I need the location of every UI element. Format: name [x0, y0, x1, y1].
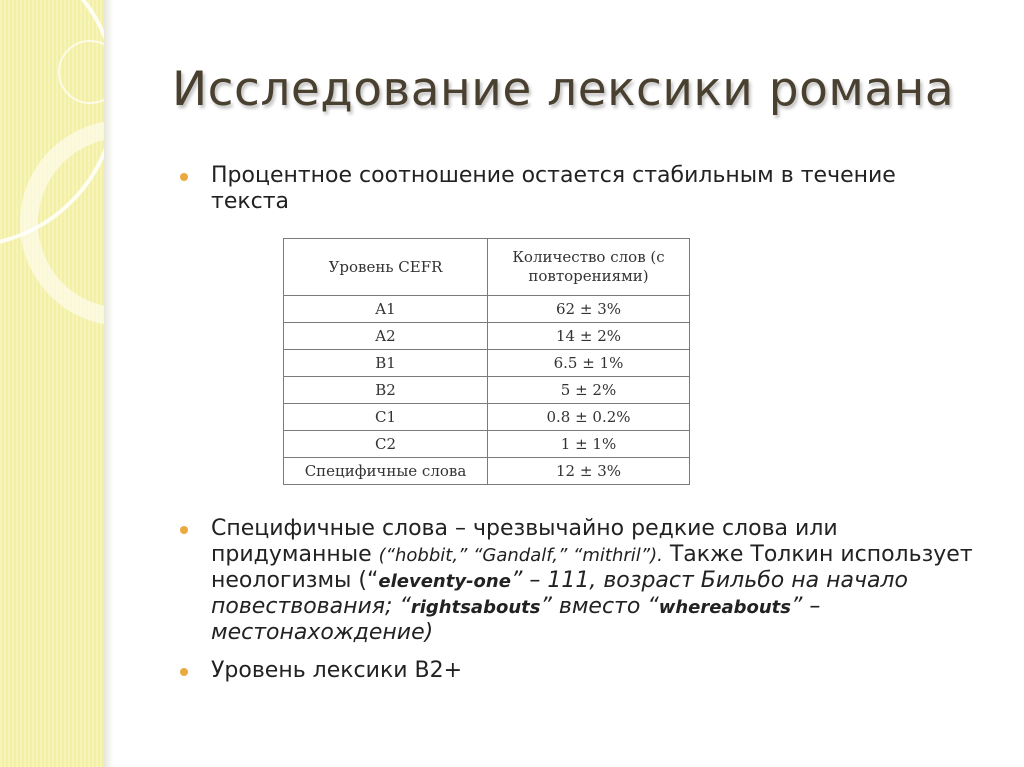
bullet-dot-icon	[180, 526, 188, 534]
cell-count: 6.5 ± 1%	[488, 350, 690, 377]
neologism-intro-text: Также Толкин использует неологизмы (“	[211, 541, 973, 593]
neologism-rightsabouts: rightsabouts	[410, 596, 541, 618]
column-header-count-text: Количество слов (с повторениями)	[512, 248, 665, 285]
cell-count: 62 ± 3%	[488, 296, 690, 323]
cell-level: C1	[284, 404, 488, 431]
table-row	[284, 296, 690, 323]
cell-level: C2	[284, 431, 488, 458]
table-row	[284, 458, 690, 485]
table-row	[284, 350, 690, 377]
bullet-dot-icon	[180, 668, 188, 676]
bullet-dot-icon	[180, 173, 188, 181]
bullet-text	[211, 658, 980, 684]
cell-level: B1	[284, 350, 488, 377]
age-text: ” – 111, возраст Бильбо на начало повествования; “	[211, 567, 908, 619]
cell-count: 1 ± 1%	[488, 431, 690, 458]
bullet-proportion	[180, 163, 980, 215]
examples-text: (“hobbit,” “Gandalf,” “mithril”).	[378, 544, 663, 566]
level-value: B2+	[414, 658, 463, 683]
slide-title: Исследование лексики романа	[172, 62, 955, 117]
decorative-left-strip	[0, 0, 104, 767]
cell-level: A1	[284, 296, 488, 323]
bullet-text: Процентное соотношение остается стабильным в течение текста	[211, 163, 896, 214]
word-whereabouts: whereabouts	[658, 596, 791, 618]
table-header-row	[284, 239, 690, 296]
meaning-text: ” – местонахождение)	[211, 593, 821, 645]
strip-edge-shadow	[104, 0, 114, 767]
bullet-lead-text: Специфичные слова – чрезвычайно редкие слова или придуманные	[211, 516, 838, 567]
bullet-text	[211, 516, 980, 646]
cell-count: 14 ± 2%	[488, 323, 690, 350]
column-header-count	[488, 239, 690, 296]
neologism-eleventy: eleventy-one	[378, 570, 511, 592]
table-row	[284, 431, 690, 458]
cell-count: 0.8 ± 0.2%	[488, 404, 690, 431]
cell-level: B2	[284, 377, 488, 404]
cell-count: 12 ± 3%	[488, 458, 690, 485]
cell-count: 5 ± 2%	[488, 377, 690, 404]
instead-text: ” вместо “	[540, 593, 659, 619]
table-row	[284, 323, 690, 350]
cell-level: Специфичные слова	[284, 458, 488, 485]
table-row	[284, 404, 690, 431]
bullet-vocabulary-level	[180, 658, 980, 684]
column-header-level: Уровень CEFR	[284, 239, 488, 296]
table-row	[284, 377, 690, 404]
bullet-specific-words	[180, 516, 980, 646]
level-label: Уровень лексики	[211, 658, 415, 683]
cefr-table	[283, 238, 690, 485]
cell-level: A2	[284, 323, 488, 350]
